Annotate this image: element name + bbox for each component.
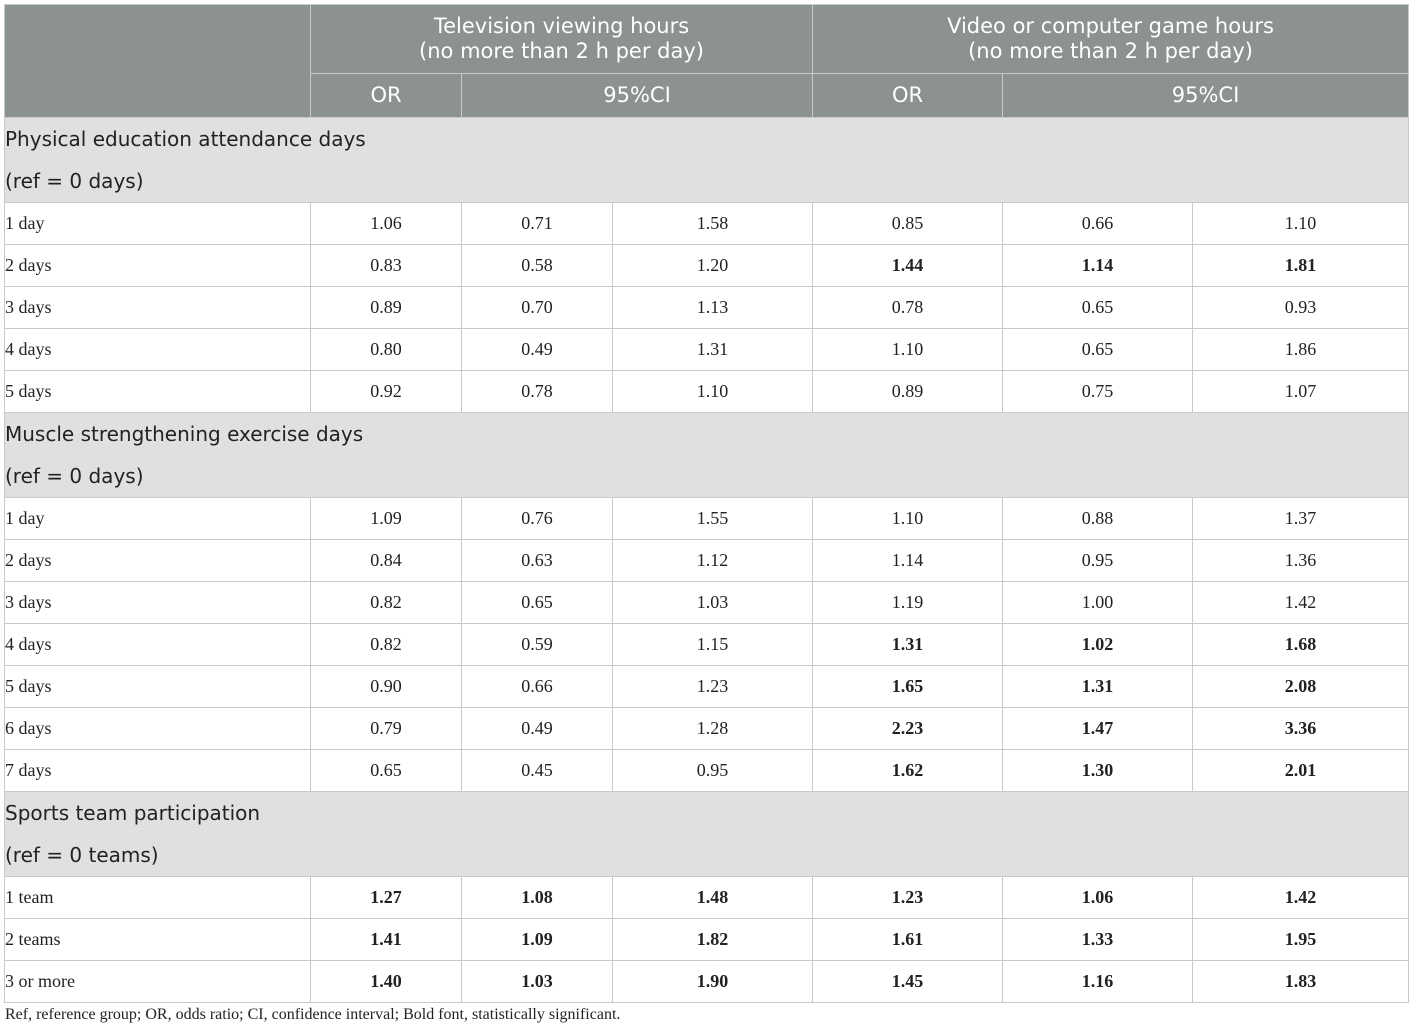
value-cell: 1.10	[813, 498, 1003, 540]
value-cell: 1.30	[1003, 750, 1193, 792]
table-row	[5, 919, 1409, 961]
header-tv-ci: 95%CI	[462, 74, 813, 118]
value-cell: 0.65	[462, 582, 613, 624]
value-cell: 0.75	[1003, 371, 1193, 413]
section-header-cell	[5, 118, 1409, 203]
value-cell: 1.13	[613, 287, 813, 329]
value-cell: 0.49	[462, 708, 613, 750]
value-cell: 1.90	[613, 961, 813, 1003]
value-cell: 1.10	[813, 329, 1003, 371]
row-label: 1 day	[5, 498, 311, 540]
value-cell: 0.89	[311, 287, 462, 329]
section-header-row	[5, 118, 1409, 203]
section-title: Sports team participation	[5, 801, 261, 825]
table-row	[5, 371, 1409, 413]
value-cell: 1.09	[462, 919, 613, 961]
table-row	[5, 961, 1409, 1003]
value-cell: 0.71	[462, 203, 613, 245]
table-body	[5, 118, 1409, 1003]
value-cell: 1.09	[311, 498, 462, 540]
value-cell: 1.95	[1193, 919, 1409, 961]
value-cell: 0.58	[462, 245, 613, 287]
value-cell: 1.14	[813, 540, 1003, 582]
value-cell: 1.00	[1003, 582, 1193, 624]
value-cell: 0.79	[311, 708, 462, 750]
value-cell: 1.07	[1193, 371, 1409, 413]
value-cell: 1.14	[1003, 245, 1193, 287]
value-cell: 0.85	[813, 203, 1003, 245]
row-label: 4 days	[5, 329, 311, 371]
value-cell: 0.65	[311, 750, 462, 792]
section-header-row	[5, 413, 1409, 498]
value-cell: 3.36	[1193, 708, 1409, 750]
value-cell: 1.12	[613, 540, 813, 582]
value-cell: 1.33	[1003, 919, 1193, 961]
value-cell: 1.08	[462, 877, 613, 919]
value-cell: 0.78	[462, 371, 613, 413]
value-cell: 1.15	[613, 624, 813, 666]
value-cell: 1.55	[613, 498, 813, 540]
value-cell: 0.63	[462, 540, 613, 582]
table-row	[5, 708, 1409, 750]
value-cell: 0.82	[311, 624, 462, 666]
value-cell: 1.27	[311, 877, 462, 919]
value-cell: 1.16	[1003, 961, 1193, 1003]
section-title: Muscle strengthening exercise days	[5, 422, 364, 446]
row-label: 2 days	[5, 245, 311, 287]
section-reference: (ref = 0 teams)	[5, 843, 159, 867]
header-game-ci: 95%CI	[1003, 74, 1409, 118]
value-cell: 1.68	[1193, 624, 1409, 666]
table-row	[5, 624, 1409, 666]
value-cell: 1.40	[311, 961, 462, 1003]
value-cell: 1.41	[311, 919, 462, 961]
results-table	[4, 4, 1409, 1003]
value-cell: 1.42	[1193, 877, 1409, 919]
value-cell: 0.89	[813, 371, 1003, 413]
value-cell: 0.84	[311, 540, 462, 582]
value-cell: 1.86	[1193, 329, 1409, 371]
value-cell: 0.49	[462, 329, 613, 371]
row-label: 4 days	[5, 624, 311, 666]
value-cell: 0.78	[813, 287, 1003, 329]
value-cell: 0.95	[1003, 540, 1193, 582]
value-cell: 1.20	[613, 245, 813, 287]
value-cell: 2.23	[813, 708, 1003, 750]
row-label: 7 days	[5, 750, 311, 792]
value-cell: 0.93	[1193, 287, 1409, 329]
value-cell: 0.76	[462, 498, 613, 540]
section-title: Physical education attendance days	[5, 127, 366, 151]
row-label: 3 days	[5, 287, 311, 329]
value-cell: 0.90	[311, 666, 462, 708]
row-label: 1 team	[5, 877, 311, 919]
value-cell: 1.81	[1193, 245, 1409, 287]
table-footnote: Ref, reference group; OR, odds ratio; CI, confidence interval; Bold font, statistically significant.	[5, 1006, 621, 1023]
row-label: 6 days	[5, 708, 311, 750]
row-label: 1 day	[5, 203, 311, 245]
value-cell: 1.48	[613, 877, 813, 919]
value-cell: 0.65	[1003, 287, 1193, 329]
value-cell: 1.28	[613, 708, 813, 750]
value-cell: 1.62	[813, 750, 1003, 792]
table-row	[5, 203, 1409, 245]
value-cell: 0.95	[613, 750, 813, 792]
value-cell: 0.80	[311, 329, 462, 371]
table-row	[5, 498, 1409, 540]
row-label: 5 days	[5, 371, 311, 413]
value-cell: 1.47	[1003, 708, 1193, 750]
row-label: 5 days	[5, 666, 311, 708]
value-cell: 1.06	[311, 203, 462, 245]
value-cell: 2.01	[1193, 750, 1409, 792]
value-cell: 1.31	[613, 329, 813, 371]
value-cell: 1.44	[813, 245, 1003, 287]
value-cell: 1.10	[613, 371, 813, 413]
value-cell: 1.23	[813, 877, 1003, 919]
table-row	[5, 287, 1409, 329]
value-cell: 0.83	[311, 245, 462, 287]
value-cell: 1.65	[813, 666, 1003, 708]
value-cell: 1.31	[813, 624, 1003, 666]
value-cell: 1.03	[613, 582, 813, 624]
header-tv-hours: Television viewing hours (no more than 2 h per day)	[311, 5, 813, 74]
table-row	[5, 750, 1409, 792]
value-cell: 0.88	[1003, 498, 1193, 540]
value-cell: 0.59	[462, 624, 613, 666]
header-tv-or: OR	[311, 74, 462, 118]
section-header-cell	[5, 792, 1409, 877]
value-cell: 1.10	[1193, 203, 1409, 245]
value-cell: 1.58	[613, 203, 813, 245]
row-label: 2 teams	[5, 919, 311, 961]
value-cell: 0.82	[311, 582, 462, 624]
value-cell: 1.83	[1193, 961, 1409, 1003]
value-cell: 1.06	[1003, 877, 1193, 919]
value-cell: 1.36	[1193, 540, 1409, 582]
table-row	[5, 877, 1409, 919]
section-reference: (ref = 0 days)	[5, 464, 144, 488]
value-cell: 1.03	[462, 961, 613, 1003]
header-corner-cell	[5, 5, 311, 118]
table-row	[5, 329, 1409, 371]
value-cell: 1.45	[813, 961, 1003, 1003]
value-cell: 1.02	[1003, 624, 1193, 666]
header-game-or: OR	[813, 74, 1003, 118]
value-cell: 0.70	[462, 287, 613, 329]
value-cell: 1.42	[1193, 582, 1409, 624]
value-cell: 1.82	[613, 919, 813, 961]
row-label: 2 days	[5, 540, 311, 582]
value-cell: 0.45	[462, 750, 613, 792]
value-cell: 0.66	[462, 666, 613, 708]
section-header-cell	[5, 413, 1409, 498]
value-cell: 1.31	[1003, 666, 1193, 708]
section-reference: (ref = 0 days)	[5, 169, 144, 193]
row-label: 3 or more	[5, 961, 311, 1003]
table-row	[5, 540, 1409, 582]
value-cell: 0.65	[1003, 329, 1193, 371]
section-header-row	[5, 792, 1409, 877]
row-label: 3 days	[5, 582, 311, 624]
value-cell: 1.23	[613, 666, 813, 708]
header-game-hours: Video or computer game hours (no more than 2 h per day)	[813, 5, 1409, 74]
value-cell: 2.08	[1193, 666, 1409, 708]
value-cell: 1.61	[813, 919, 1003, 961]
value-cell: 0.66	[1003, 203, 1193, 245]
table-row	[5, 582, 1409, 624]
table-row	[5, 245, 1409, 287]
value-cell: 0.92	[311, 371, 462, 413]
value-cell: 1.37	[1193, 498, 1409, 540]
table-row	[5, 666, 1409, 708]
value-cell: 1.19	[813, 582, 1003, 624]
